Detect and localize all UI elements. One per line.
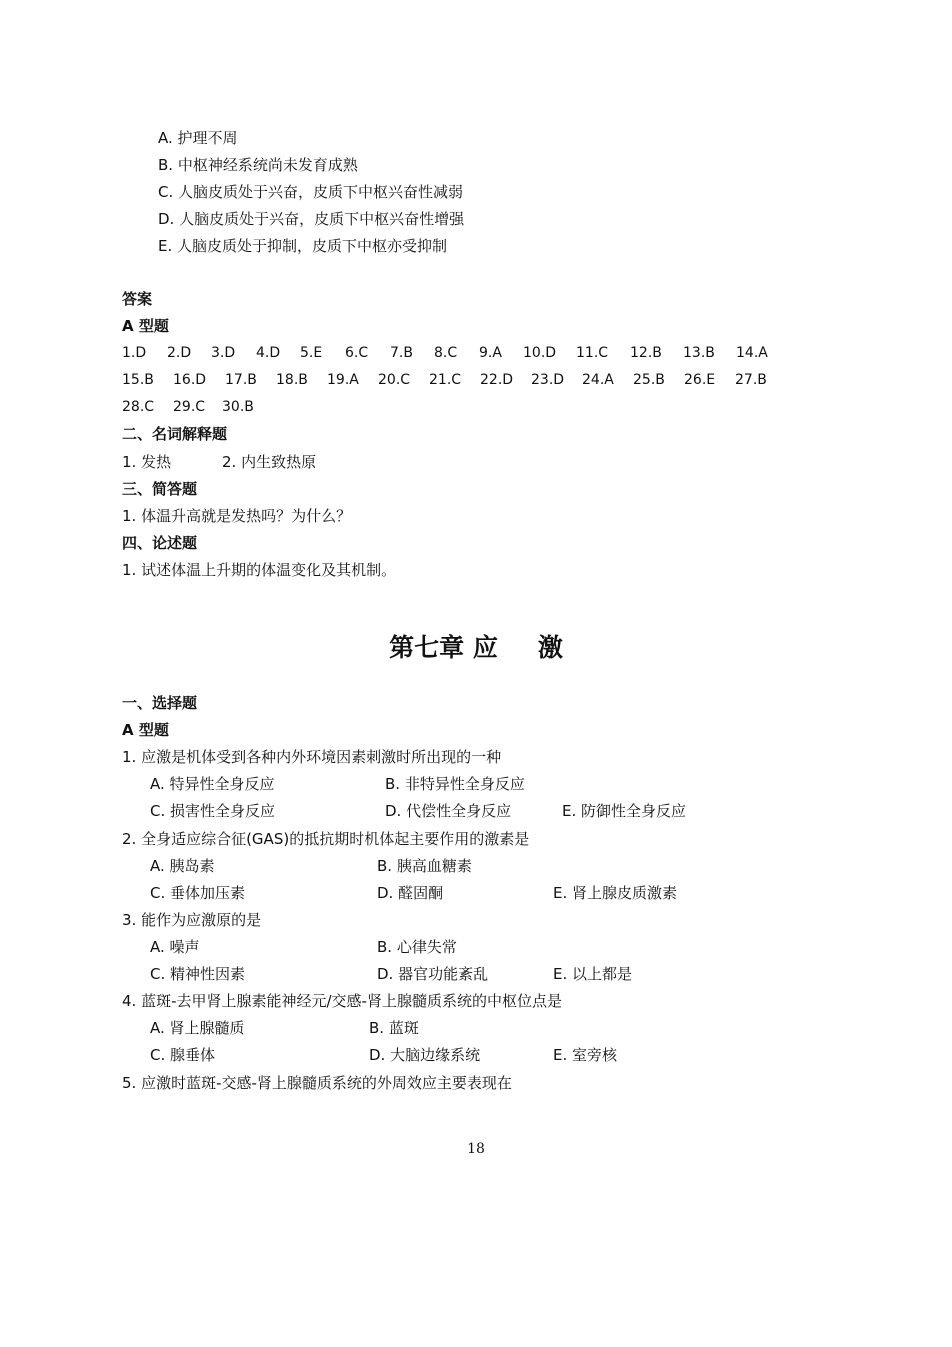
answers-heading: 答案 [122, 290, 153, 308]
question-option: B. 心律失常 [377, 938, 457, 956]
question-stem: 1. 应激是机体受到各种内外环境因素刺激时所出现的一种 [122, 748, 502, 766]
question-option: A. 胰岛素 [150, 857, 215, 875]
answer-item: 3.D [211, 345, 236, 361]
question-option: A. 特异性全身反应 [150, 775, 275, 793]
answer-item: 17.B [225, 372, 257, 388]
question-option: C. 腺垂体 [150, 1046, 216, 1064]
term-item-1: 1. 发热 [122, 453, 172, 471]
answers-type-a-heading: A 型题 [122, 317, 169, 335]
question-option: D. 代偿性全身反应 [385, 802, 512, 820]
question-option: D. 大脑边缘系统 [369, 1046, 481, 1064]
option-b: B. 中枢神经系统尚未发育成熟 [158, 156, 358, 174]
question-stem: 5. 应激时蓝斑-交感-肾上腺髓质系统的外周效应主要表现在 [122, 1074, 512, 1092]
chapter-title-part-1: 第七章 应 [389, 633, 498, 662]
question-option: E. 防御性全身反应 [562, 802, 687, 820]
answer-item: 6.C [345, 345, 369, 361]
question-stem: 3. 能作为应激原的是 [122, 911, 262, 929]
answer-item: 23.D [531, 372, 565, 388]
question-option: A. 噪声 [150, 938, 200, 956]
question-option: D. 器官功能紊乱 [377, 965, 489, 983]
answer-item: 15.B [122, 372, 154, 388]
answer-item: 27.B [735, 372, 767, 388]
answer-item: 12.B [630, 345, 662, 361]
type-a-heading: A 型题 [122, 721, 169, 739]
essay-item-1: 1. 试述体温上升期的体温变化及其机制。 [122, 561, 397, 579]
answer-item: 1.D [122, 345, 147, 361]
question-stem: 4. 蓝斑-去甲肾上腺素能神经元/交感-肾上腺髓质系统的中枢位点是 [122, 992, 562, 1010]
answer-item: 21.C [429, 372, 462, 388]
answer-item: 29.C [173, 399, 206, 415]
answer-item: 18.B [276, 372, 308, 388]
answer-item: 8.C [434, 345, 458, 361]
chapter-title [0, 632, 952, 664]
question-option: C. 垂体加压素 [150, 884, 246, 902]
answer-item: 13.B [683, 345, 715, 361]
answer-item: 22.D [480, 372, 514, 388]
answer-item: 2.D [167, 345, 192, 361]
answer-item: 9.A [479, 345, 502, 361]
question-option: B. 胰高血糖素 [377, 857, 472, 875]
section-heading-choice: 一、选择题 [122, 694, 198, 712]
question-stem: 2. 全身适应综合征(GAS)的抵抗期时机体起主要作用的激素是 [122, 830, 530, 848]
answer-item: 26.E [684, 372, 716, 388]
page-number: 18 [467, 1141, 485, 1157]
answer-item: 28.C [122, 399, 155, 415]
question-option: B. 非特异性全身反应 [385, 775, 525, 793]
short-answer-item-1: 1. 体温升高就是发热吗？为什么？ [122, 507, 352, 525]
answer-item: 16.D [173, 372, 207, 388]
term-item-2: 2. 内生致热原 [222, 453, 317, 471]
answer-item: 5.E [300, 345, 323, 361]
answer-item: 7.B [390, 345, 413, 361]
question-option: D. 醛固酮 [377, 884, 444, 902]
answer-item: 11.C [576, 345, 609, 361]
answer-item: 14.A [736, 345, 768, 361]
option-d: D. 人脑皮质处于兴奋，皮质下中枢兴奋性增强 [158, 210, 465, 228]
question-option: E. 肾上腺皮质激素 [553, 884, 678, 902]
answer-item: 25.B [633, 372, 665, 388]
answer-item: 4.D [256, 345, 281, 361]
answer-item: 30.B [222, 399, 254, 415]
section-heading-terms: 二、名词解释题 [122, 425, 228, 443]
answer-item: 20.C [378, 372, 411, 388]
option-a: A. 护理不周 [158, 129, 238, 147]
question-option: C. 损害性全身反应 [150, 802, 276, 820]
answer-item: 24.A [582, 372, 614, 388]
answer-item: 19.A [327, 372, 359, 388]
section-heading-essay: 四、论述题 [122, 534, 198, 552]
question-option: A. 肾上腺髓质 [150, 1019, 245, 1037]
question-option: C. 精神性因素 [150, 965, 246, 983]
question-option: E. 以上都是 [553, 965, 633, 983]
answer-item: 10.D [523, 345, 557, 361]
option-c: C. 人脑皮质处于兴奋，皮质下中枢兴奋性减弱 [158, 183, 464, 201]
question-option: B. 蓝斑 [369, 1019, 419, 1037]
chapter-title-part-2: 激 [537, 633, 563, 662]
question-option: E. 室旁核 [553, 1046, 618, 1064]
section-heading-short-answer: 三、简答题 [122, 480, 198, 498]
option-e: E. 人脑皮质处于抑制，皮质下中枢亦受抑制 [158, 237, 448, 255]
